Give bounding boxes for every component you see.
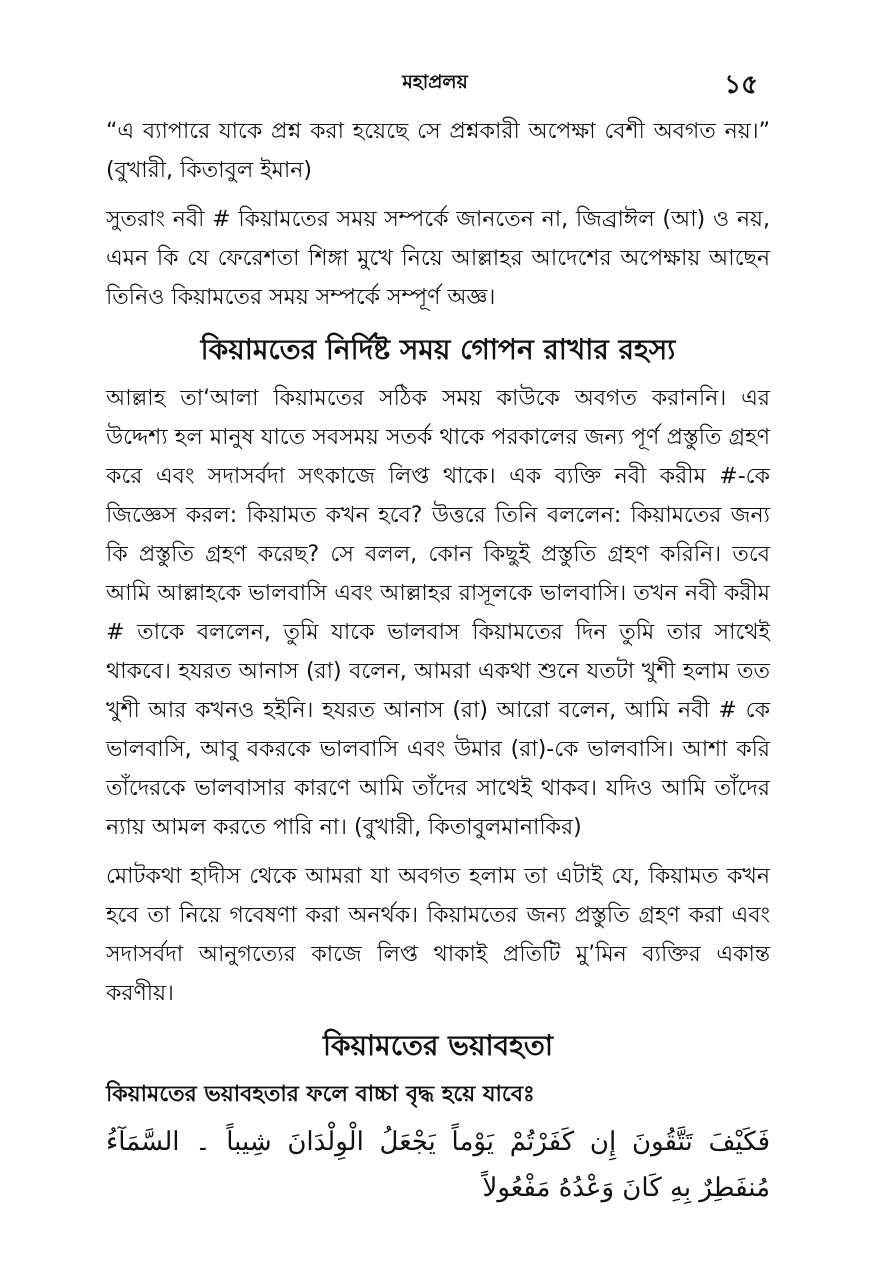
arabic-verse: فَكَيْفَ تَتَّقُونَ إِن كَفَرْتُمْ يَوْماً يَجْعَلُ الْوِلْدَانَ شِيباً ۔ السَّمَآءُ مُنفَطِرٌ بِهِ كَانَ وَعْدُهُ مَفْعُولاً xyxy=(106,1127,770,1203)
subheading-children-aged: কিয়ামতের ভয়াবহতার ফলে বাচ্চা বৃদ্ধ হয়ে যাবেঃ xyxy=(106,1082,535,1107)
quote-paragraph: “এ ব্যাপারে যাকে প্রশ্ন করা হয়েছে সে প্রশ্নকারী অপেক্ষা বেশী অবগত নয়।” (বুখারী, কিতাবুল ইমান) xyxy=(106,119,770,183)
paragraph-hadith-anas: আল্লাহ তা‘আলা কিয়ামতের সঠিক সময় কাউকে অবগত করাননি। এর উদ্দেশ্য হল মানুষ যাতে সবসময় সতর্ক থাকে পরকালের জন্য পূর্ণ প্রস্তুতি গ্রহণ করে এবং সদাসর্বদা সৎকাজে লিপ্ত থাকে। এক ব্যক্তি নবী করীম #-কে জিজ্ঞেস করল: কিয়ামত কখন হবে? উত্তরে তিনি বললেন: কিয়ামতের জন্য কি প্রস্তুতি গ্রহণ করেছ? সে বলল, কোন কিছুই প্রস্তুতি গ্রহণ করিনি। তবে আমি আল্লাহকে ভালবাসি এবং আল্লাহর রাসূলকে ভালবাসি। তখন নবী করীম # তাকে বললেন, তুমি যাকে ভালবাস কিয়ামতের দিন তুমি তার সাথেই থাকবে। হযরত আনাস (রা) বলেন, আমরা একথা শুনে যতটা খুশী হলাম তত খুশী আর কখনও হইনি। হযরত আনাস (রা) আরো বলেন, আমি নবী # কে ভালবাসি, আবু বকরকে ভালবাসি এবং উমার (রা)-কে ভালবাসি। আশা করি তাঁদেরকে ভালবাসার কারণে আমি তাঁদের সাথেই থাকব। যদিও আমি তাঁদের ন্যায় আমল করতে পারি না। (বুখারী, কিতাবুলমানাকির) xyxy=(106,386,770,840)
page-number: ১৫ xyxy=(724,70,758,100)
section-heading-horror: কিয়ামতের ভয়াবহতা xyxy=(322,1029,554,1062)
running-header xyxy=(0,64,870,100)
running-title: মহাপ্রলয় xyxy=(402,71,468,93)
paragraph-conclusion: মোটকথা হাদীস থেকে আমরা যা অবগত হলাম তা এটাই যে, কিয়ামত কখন হবে তা নিয়ে গবেষণা করা অনর্থক। কিয়ামতের জন্য প্রস্তুতি গ্রহণ করা এবং সদাসর্বদা আনুগত্যের কাজে লিপ্ত থাকাই প্রতিটি মু’মিন ব্যক্তির একান্ত করণীয়। xyxy=(106,864,770,1006)
paragraph-prophet-knowledge: সুতরাং নবী # কিয়ামতের সময় সম্পর্কে জানতেন না, জিব্রাঈল (আ) ও নয়, এমন কি যে ফেরেশতা শিঙ্গা মুখে নিয়ে আল্লাহর আদেশের অপেক্ষায় আছেন তিনিও কিয়ামতের সময় সম্পর্কে সম্পূর্ণ অজ্ঞ। xyxy=(106,207,770,310)
section-heading-secret: কিয়ামতের নির্দিষ্ট সময় গোপন রাখার রহস্য xyxy=(200,333,676,366)
page-content xyxy=(106,112,770,1211)
